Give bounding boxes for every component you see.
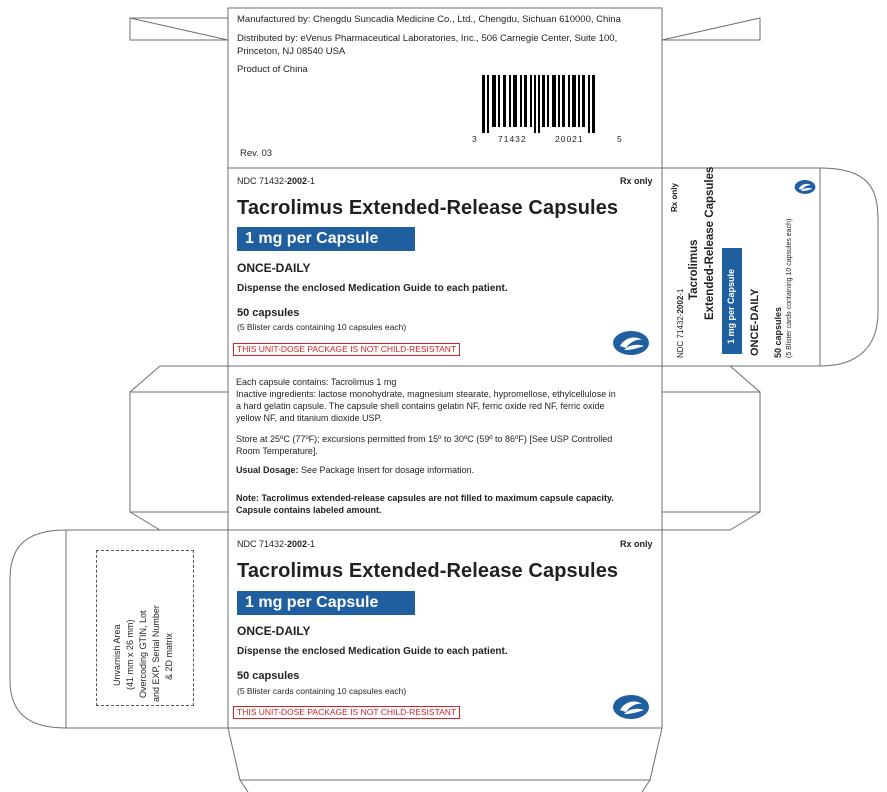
dispense-note: Dispense the enclosed Medication Guide to each patient. [237, 283, 508, 294]
barcode-digit-2: 71432 [498, 134, 527, 144]
side-capsule-count: 50 capsules [773, 306, 783, 358]
strength-band: 1 mg per Capsule [237, 227, 415, 251]
unvarnish-line5: & 2D matrix [164, 632, 174, 680]
child-resistant-warning: THIS UNIT-DOSE PACKAGE IS NOT CHILD-RESISTANT [233, 343, 460, 356]
usual-dosage-text: See Package Insert for dosage information. [298, 465, 475, 475]
ndc-product: 2002 [287, 176, 308, 186]
usual-dosage-label: Usual Dosage: [236, 465, 299, 475]
unvarnish-line1: Unvarnish Area [112, 624, 122, 686]
inactive-ingredients-line2: a hard gelatin capsule. The capsule shell contains gelatin NF, ferric oxide red NF, ferric oxide [236, 401, 605, 411]
storage-line2: Room Temperature]. [236, 446, 318, 456]
bottom-ndc-number [237, 539, 315, 549]
storage-line1: Store at 25ºC (77ºF); excursions permitted from 15º to 30ºC (59º to 86ºF) [See USP Controlled [236, 434, 613, 444]
bottom-child-resistant-warning: THIS UNIT-DOSE PACKAGE IS NOT CHILD-RESISTANT [233, 706, 460, 719]
bottom-ndc-product: 2002 [287, 539, 308, 549]
ndc-prefix: NDC 71432- [237, 176, 288, 186]
ndc-number [237, 176, 315, 186]
rx-only: Rx only [620, 176, 653, 186]
inactive-ingredients-line3: yellow NF, and titanium dioxide USP. [236, 413, 382, 423]
distributed-by-line1: Distributed by: eVenus Pharmaceutical Laboratories, Inc., 506 Carnegie Center, Suite 100, [237, 33, 618, 44]
barcode-digit-3: 20021 [555, 134, 584, 144]
bottom-capsule-count: 50 capsules [237, 670, 300, 682]
side-company-logo-icon [794, 177, 816, 197]
ndc-suffix: -1 [307, 176, 316, 186]
capsule-count: 50 capsules [237, 307, 300, 319]
bottom-strength-band: 1 mg per Capsule [237, 591, 415, 615]
side-title-line2: Extended-Release Capsules [704, 166, 716, 320]
distributed-by-line2: Princeton, NJ 08540 USA [237, 46, 346, 57]
bottom-frequency: ONCE-DAILY [237, 624, 311, 638]
unvarnish-line2: (41 mm x 26 mm) [125, 619, 135, 690]
usual-dosage [236, 464, 474, 476]
side-capsule-count-detail: (5 Blister cards containing 10 capsules each) [786, 218, 793, 358]
side-ndc-product: 2002 [676, 295, 685, 314]
side-frequency: ONCE-DAILY [749, 288, 761, 356]
bottom-dispense-note: Dispense the enclosed Medication Guide to each patient. [237, 646, 508, 657]
manufactured-by: Manufactured by: Chengdu Suncadia Medicine Co., Ltd., Chengdu, Sichuan 610000, China [237, 14, 621, 25]
side-strength: 1 mg per Capsule [726, 268, 736, 344]
side-ndc-prefix: NDC 71432- [676, 313, 685, 358]
product-of: Product of China [237, 64, 308, 75]
bottom-ndc-prefix: NDC 71432- [237, 539, 288, 549]
bottom-capsule-count-detail: (5 Blister cards containing 10 capsules each) [237, 686, 407, 696]
note-line1: Note: Tacrolimus extended-release capsules are not filled to maximum capsule capacity. [236, 493, 614, 503]
revision: Rev. 03 [240, 148, 273, 159]
barcode-digit-4: 5 [617, 134, 622, 144]
inactive-ingredients-line1: Inactive ingredients: lactose monohydrate, magnesium stearate, hypromellose, ethylcellulose in [236, 389, 616, 399]
barcode [478, 75, 613, 137]
frequency: ONCE-DAILY [237, 261, 311, 275]
capsule-contents: Each capsule contains: Tacrolimus 1 mg [236, 377, 397, 387]
barcode-digit-1: 3 [472, 134, 477, 144]
side-ndc-number [676, 289, 685, 358]
side-rx-only: Rx only [670, 183, 679, 212]
bottom-product-title: Tacrolimus Extended-Release Capsules [237, 560, 619, 582]
unvarnish-line3: Overcoding GTIN, Lot [138, 610, 148, 698]
note-line2: Capsule contains labeled amount. [236, 505, 382, 515]
side-ndc-suffix: -1 [676, 288, 685, 296]
product-title: Tacrolimus Extended-Release Capsules [237, 197, 619, 219]
unvarnish-line4: and EXP, Serial Number [151, 605, 161, 702]
bottom-ndc-suffix: -1 [307, 539, 316, 549]
bottom-company-logo-icon [612, 694, 650, 720]
company-logo-icon [612, 330, 650, 356]
bottom-rx-only: Rx only [620, 539, 653, 549]
side-title-line1: Tacrolimus [688, 239, 700, 300]
capsule-count-detail: (5 Blister cards containing 10 capsules each) [237, 322, 407, 332]
